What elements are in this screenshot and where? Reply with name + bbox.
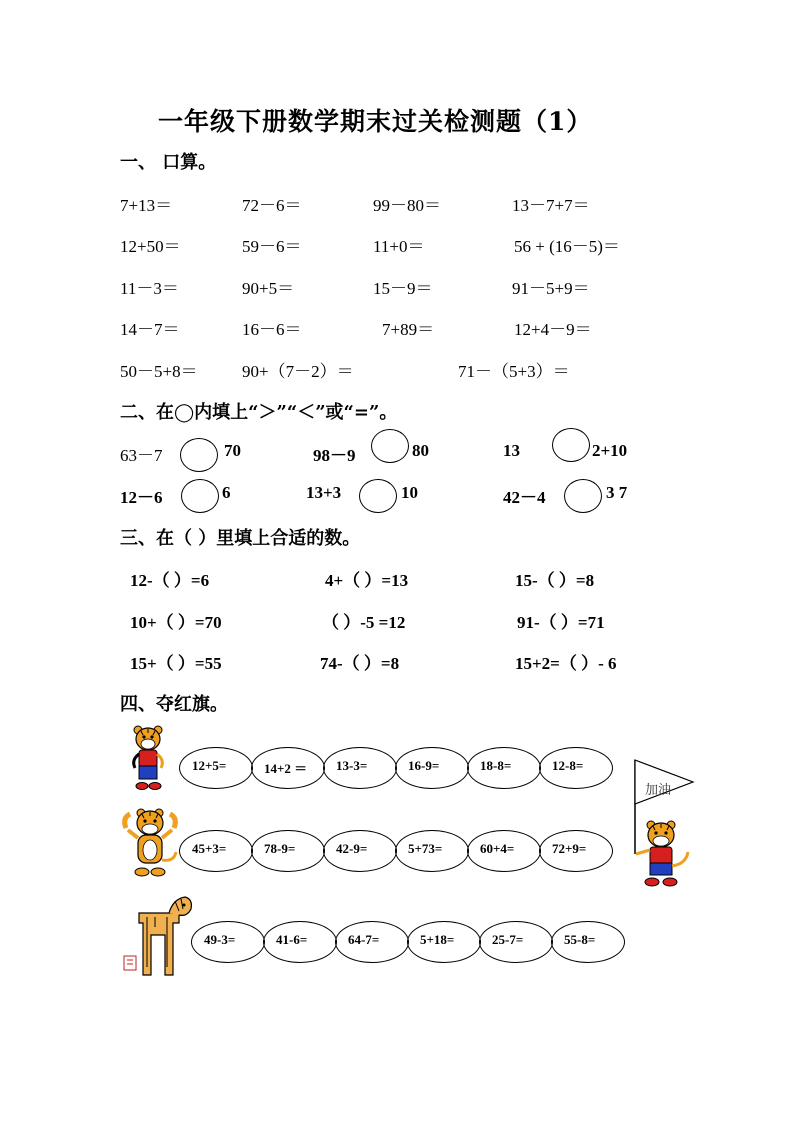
- flag-expression: 5+73=: [408, 841, 443, 856]
- oral-item: 12+4－9＝: [514, 320, 592, 339]
- compare-left: 13: [503, 441, 520, 460]
- flag-oval: [251, 747, 325, 789]
- flag-expression: 14+2 ＝: [264, 761, 308, 776]
- compare-right: 2+10: [592, 441, 628, 460]
- flag-label: 加油: [645, 783, 672, 798]
- compare-right: 70: [224, 441, 241, 460]
- flag-oval: [263, 921, 337, 963]
- fill-item: 15-（ ）=8: [515, 571, 595, 590]
- oral-item: 7+89＝: [382, 320, 435, 339]
- compare-right: 6: [222, 483, 231, 502]
- flag-oval: [323, 747, 397, 789]
- fill-item: 4+（ ）=13: [325, 571, 409, 590]
- fill-item: 91-（ ）=71: [517, 613, 605, 632]
- compare-circle[interactable]: [564, 479, 602, 513]
- oral-item: 12+50＝: [120, 237, 181, 256]
- oral-item: 71－（5+3）＝: [458, 362, 570, 381]
- page-title: 一年级下册数学期末过关检测题（1）: [158, 107, 593, 136]
- flag-expression: 25-7=: [492, 932, 524, 947]
- oral-item: 90+5＝: [242, 279, 295, 298]
- oral-item: 50－5+8＝: [120, 362, 198, 381]
- flag-expression: 64-7=: [348, 932, 380, 947]
- flag-expression: 42-9=: [336, 841, 368, 856]
- fill-item: 15+2=（ ）- 6: [515, 654, 617, 673]
- flag-oval: [323, 830, 397, 872]
- flag-oval: [179, 830, 253, 872]
- compare-right: 3 7: [606, 483, 628, 502]
- flag-oval: [467, 830, 541, 872]
- oral-item: 16－6＝: [242, 320, 302, 339]
- compare-left: 98－9: [313, 446, 356, 465]
- oral-item: 15－9＝: [373, 279, 433, 298]
- flag-expression: 5+18=: [420, 932, 455, 947]
- flag-expression: 78-9=: [264, 841, 296, 856]
- oral-item: 99－80＝: [373, 196, 441, 215]
- flag-oval: [467, 747, 541, 789]
- compare-circle[interactable]: [180, 438, 218, 472]
- flag-oval: [551, 921, 625, 963]
- flag-expression: 60+4=: [480, 841, 515, 856]
- flag-expression: 55-8=: [564, 932, 596, 947]
- flag-oval: [335, 921, 409, 963]
- flag-expression: 72+9=: [552, 841, 587, 856]
- compare-circle[interactable]: [371, 429, 409, 463]
- flag-expression: 12-8=: [552, 758, 584, 773]
- compare-right: 80: [412, 441, 429, 460]
- oral-item: 59－6＝: [242, 237, 302, 256]
- oral-item: 13－7+7＝: [512, 196, 590, 215]
- fill-item: 15+（ ）=55: [130, 654, 222, 673]
- oral-item: 72－6＝: [242, 196, 302, 215]
- flag-expression: 41-6=: [276, 932, 308, 947]
- section-fill-heading: 三、在（ ）里填上合适的数。: [120, 528, 361, 549]
- flag-expression: 12+5=: [192, 758, 227, 773]
- fill-item: 12-（ ）=6: [130, 571, 210, 590]
- compare-circle[interactable]: [359, 479, 397, 513]
- flag-oval: [395, 747, 469, 789]
- oral-item: 11+0＝: [373, 237, 425, 256]
- compare-left: 12－6: [120, 488, 163, 507]
- section-flag-heading: 四、夺红旗。: [120, 694, 228, 715]
- flag-expression: 49-3=: [204, 932, 236, 947]
- tiger-icon: [127, 724, 169, 794]
- section-oral-heading: 一、 口算。: [120, 152, 217, 173]
- flag-oval: [191, 921, 265, 963]
- oral-item: 7+13＝: [120, 196, 173, 215]
- flag-oval: [539, 747, 613, 789]
- flag-oval: [479, 921, 553, 963]
- compare-circle[interactable]: [552, 428, 590, 462]
- flag-oval: [407, 921, 481, 963]
- oral-item: 11－3＝: [120, 279, 179, 298]
- fill-item: 74-（ ）=8: [320, 654, 400, 673]
- oral-item: 14－7＝: [120, 320, 180, 339]
- compare-circle[interactable]: [181, 479, 219, 513]
- flag-oval: [251, 830, 325, 872]
- oral-item: 90+（7－2）＝: [242, 362, 354, 381]
- oral-item: 56 + (16－5)＝: [514, 237, 620, 256]
- flag-expression: 16-9=: [408, 758, 440, 773]
- flag-expression: 13-3=: [336, 758, 368, 773]
- section-compare-heading: 二、在◯内填上“＞”“＜”或“=”。: [120, 402, 398, 423]
- flag-oval: [179, 747, 253, 789]
- zebra-icon: [121, 893, 197, 983]
- compare-left: 63－7: [120, 446, 163, 465]
- flag-expression: 45+3=: [192, 841, 227, 856]
- oral-item: 91－5+9＝: [512, 279, 590, 298]
- fill-item: 10+（ ）=70: [130, 613, 222, 632]
- compare-right: 10: [401, 483, 418, 502]
- flag-oval: [539, 830, 613, 872]
- flag-expression: 18-8=: [480, 758, 512, 773]
- flag-oval: [395, 830, 469, 872]
- compare-left: 13+3: [306, 483, 342, 502]
- fill-item: （ ）-5 =12: [322, 613, 406, 632]
- tiger-waving-icon: [120, 806, 180, 880]
- compare-left: 42－4: [503, 488, 546, 507]
